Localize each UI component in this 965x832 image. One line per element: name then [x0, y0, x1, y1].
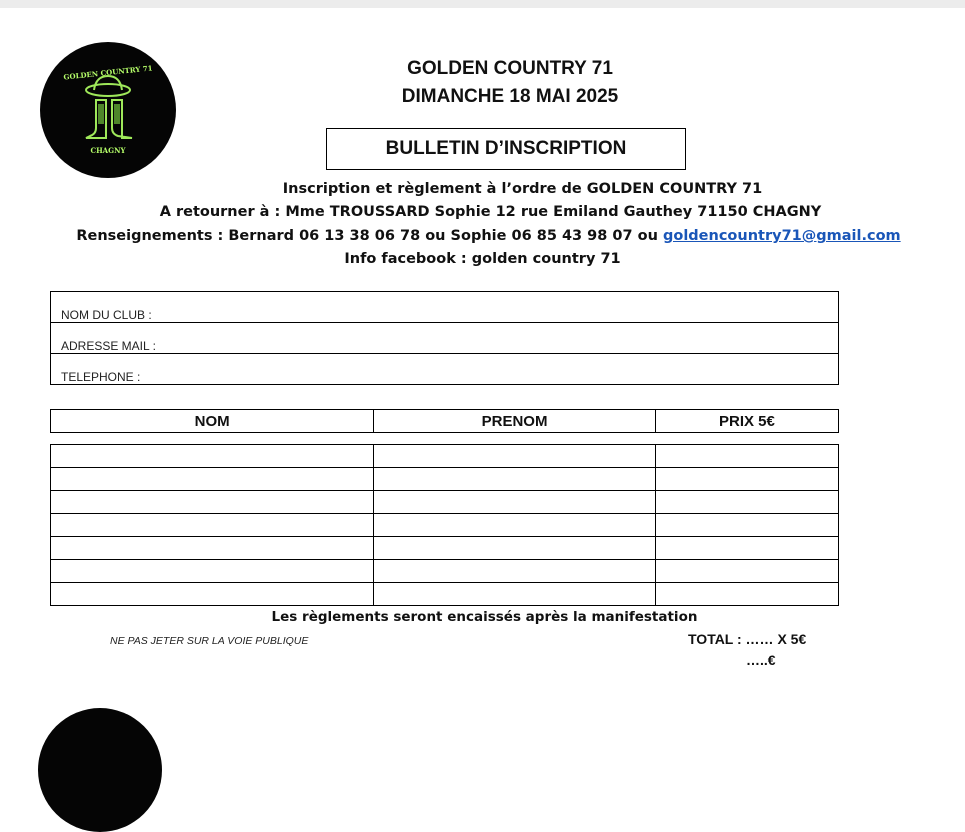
prenom-cell[interactable]: [374, 583, 656, 606]
prix-cell[interactable]: [655, 445, 838, 468]
litter-note: NE PAS JETER SUR LA VOIE PUBLIQUE: [110, 635, 309, 647]
contact-line: [6, 228, 965, 244]
bulletin-title-box: [326, 128, 686, 170]
nom-cell[interactable]: [51, 560, 374, 583]
club-name-field[interactable]: NOM DU CLUB :: [51, 292, 838, 323]
next-page-logo: [38, 708, 162, 832]
table-row: [51, 560, 839, 583]
table-row: [51, 491, 839, 514]
event-date: DIMANCHE 18 MAI 2025: [401, 86, 619, 107]
total-amount: …..€: [746, 652, 776, 668]
nom-cell[interactable]: [51, 445, 374, 468]
payment-note: [0, 609, 965, 625]
prix-cell[interactable]: [655, 537, 838, 560]
club-phone-field[interactable]: TELEPHONE :: [61, 370, 141, 384]
nom-cell[interactable]: [51, 583, 374, 606]
nom-cell[interactable]: [51, 468, 374, 491]
column-header-prix: PRIX 5€: [655, 410, 838, 433]
prenom-cell[interactable]: [374, 491, 656, 514]
logo-text-bottom: CHAGNY: [90, 146, 126, 155]
table-row: [51, 537, 839, 560]
prix-cell[interactable]: [655, 560, 838, 583]
column-header-prenom: PRENOM: [374, 410, 656, 433]
viewer-top-bar: [0, 0, 965, 8]
column-header-nom: NOM: [51, 410, 374, 433]
bulletin-title: BULLETIN D’INSCRIPTION: [385, 138, 627, 159]
email-link[interactable]: goldencountry71@gmail.com: [662, 228, 901, 244]
prix-cell[interactable]: [655, 514, 838, 537]
club-email-field[interactable]: ADRESSE MAIL :: [51, 323, 838, 354]
prenom-cell[interactable]: [374, 514, 656, 537]
prenom-cell[interactable]: [374, 537, 656, 560]
event-title: GOLDEN COUNTRY 71: [407, 58, 613, 79]
facebook-line: Info facebook : golden country 71: [344, 251, 621, 267]
club-logo: [40, 42, 176, 178]
nom-cell[interactable]: [51, 537, 374, 560]
registration-table: [50, 444, 839, 606]
contact-text: Renseignements : Bernard 06 13 38 06 78 ou Sophie 06 85 43 98 07 ou: [76, 228, 663, 244]
prenom-cell[interactable]: [374, 560, 656, 583]
prix-cell[interactable]: [655, 468, 838, 491]
logo-text-top: GOLDEN COUNTRY 71: [63, 63, 153, 82]
table-row: [51, 514, 839, 537]
prenom-cell[interactable]: [374, 468, 656, 491]
nom-cell[interactable]: [51, 491, 374, 514]
nom-cell[interactable]: [51, 514, 374, 537]
payment-note-text: Les règlements seront encaissés après la manifestation: [271, 609, 698, 625]
payment-order-line: Inscription et règlement à l’ordre de GOLDEN COUNTRY 71: [282, 181, 763, 197]
table-row: [51, 445, 839, 468]
return-address-line: A retourner à : Mme TROUSSARD Sophie 12 rue Emiland Gauthey 71150 CHAGNY: [159, 204, 822, 220]
table-row: [51, 468, 839, 491]
table-row: [51, 583, 839, 606]
prenom-cell[interactable]: [374, 445, 656, 468]
prix-cell[interactable]: [655, 583, 838, 606]
prix-cell[interactable]: [655, 491, 838, 514]
club-info-box: [50, 291, 839, 385]
registration-table-header: [50, 409, 839, 433]
total-line: TOTAL : …… X 5€: [688, 631, 807, 647]
